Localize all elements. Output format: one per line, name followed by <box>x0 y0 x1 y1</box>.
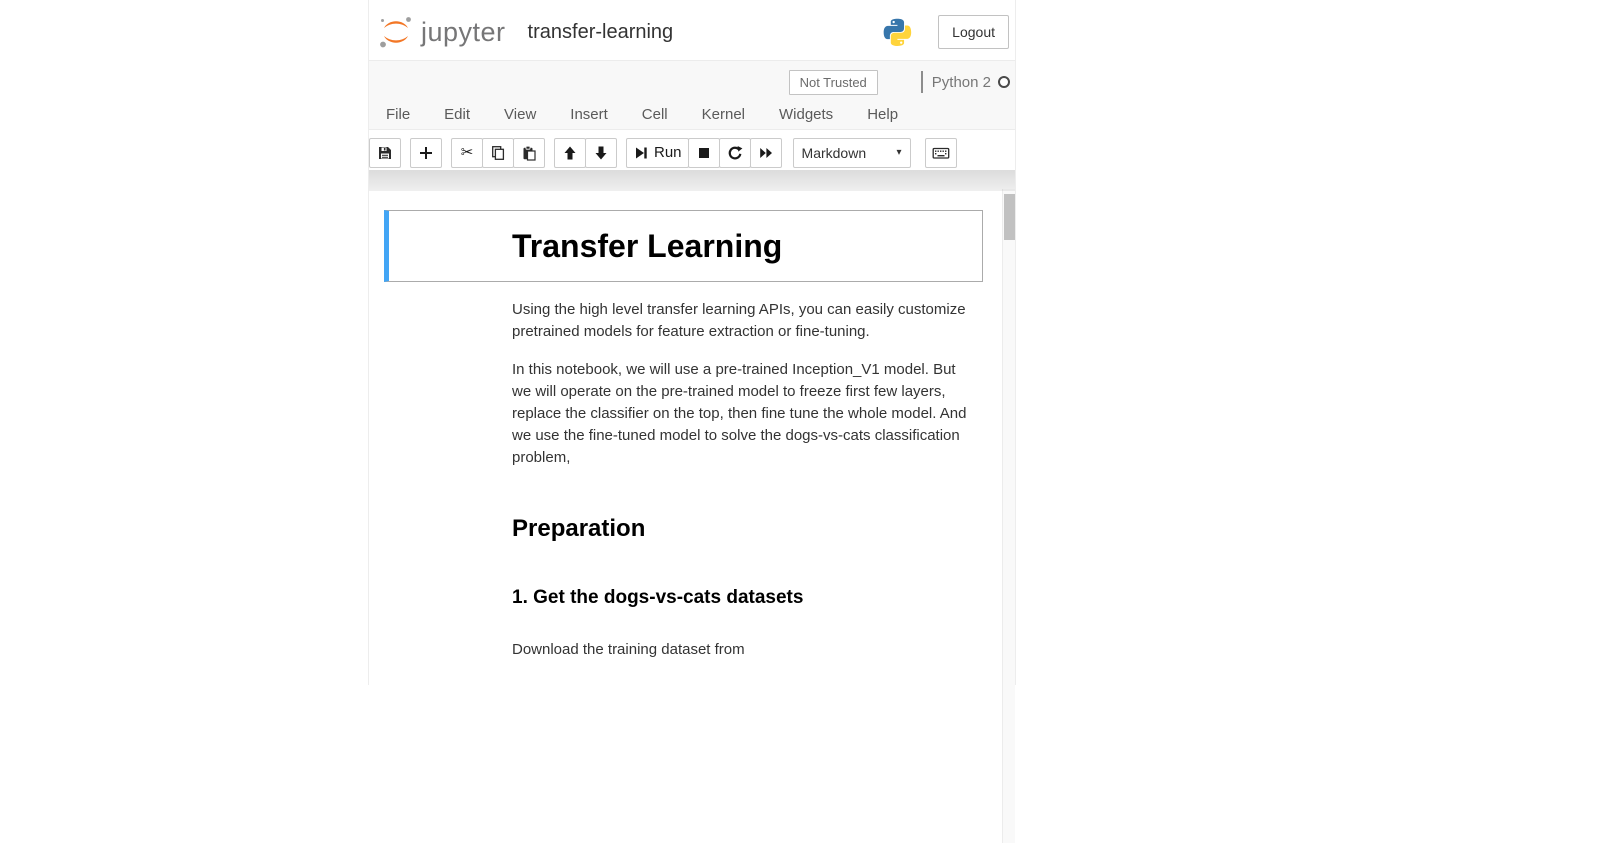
menu-kernel[interactable]: Kernel <box>701 105 745 123</box>
vertical-scrollbar[interactable] <box>1002 189 1015 843</box>
markdown-cell[interactable] <box>369 585 1015 610</box>
menu-view[interactable]: View <box>504 105 537 123</box>
menu-widgets[interactable]: Widgets <box>779 105 834 123</box>
fast-forward-icon <box>758 145 774 161</box>
cell-type-value: Markdown <box>801 144 867 161</box>
scrollbar-thumb[interactable] <box>1004 194 1015 240</box>
section-heading: Preparation <box>512 515 646 542</box>
markdown-cell[interactable] <box>369 299 1015 469</box>
menu-cell[interactable]: Cell <box>641 105 668 123</box>
menu-file[interactable]: File <box>386 105 411 123</box>
kernel-name: Python 2 <box>931 73 991 91</box>
subsection-heading: 1. Get the dogs-vs-cats datasets <box>512 587 804 608</box>
cell-type-dropdown[interactable] <box>793 138 911 168</box>
refresh-icon <box>727 145 743 161</box>
toolbar <box>369 130 1015 170</box>
jupyter-notebook-app <box>368 0 1016 685</box>
menubar <box>369 99 1015 129</box>
restart-kernel-button[interactable] <box>719 138 751 168</box>
kernel-separator <box>921 71 923 93</box>
paragraph: Using the high level transfer learning APIs, you can easily customize pretrained models for feature extraction or fine-tuning. <box>512 301 966 340</box>
copy-cells-button[interactable] <box>482 138 514 168</box>
copy-icon <box>490 145 506 161</box>
step-forward-icon <box>633 145 649 161</box>
command-palette-button[interactable] <box>925 138 957 168</box>
kernel-indicator-row <box>369 67 1015 97</box>
clipboard-icon <box>521 145 537 161</box>
stop-icon <box>696 145 712 161</box>
header <box>369 0 1015 60</box>
insert-cell-below-button[interactable] <box>410 138 442 168</box>
arrow-up-icon <box>562 145 578 161</box>
jupyter-logo-icon <box>375 11 417 53</box>
paste-cells-button[interactable] <box>513 138 545 168</box>
save-notebook-button[interactable] <box>369 138 401 168</box>
keyboard-icon <box>932 145 950 161</box>
menu-edit[interactable]: Edit <box>444 105 471 123</box>
arrow-down-icon <box>593 145 609 161</box>
menu-help[interactable]: Help <box>867 105 899 123</box>
markdown-cell[interactable] <box>369 639 1015 661</box>
paragraph: In this notebook, we will use a pre-trained Inception_V1 model. But we will operate on the pre-trained model to freeze first few layers, replace the classifier on the top, then fine tune the whole model. And we use the fine-tuned model to solve the dogs-vs-cats classification problem, <box>512 361 967 466</box>
kernel-idle-circle-icon <box>998 76 1010 88</box>
notebook-container <box>369 210 1015 663</box>
chevron-down-icon: ▾ <box>896 147 902 158</box>
logout-button[interactable]: Logout <box>938 15 1009 49</box>
move-cell-down-button[interactable] <box>585 138 617 168</box>
restart-run-all-button[interactable] <box>750 138 782 168</box>
menu-insert[interactable]: Insert <box>570 105 608 123</box>
menubar-container <box>369 60 1015 130</box>
jupyter-logo[interactable] <box>375 11 506 53</box>
run-cell-button[interactable] <box>626 138 689 168</box>
notebook-title[interactable]: transfer-learning <box>527 20 674 43</box>
interrupt-kernel-button[interactable] <box>688 138 720 168</box>
selected-markdown-cell[interactable] <box>384 210 983 282</box>
python-icon <box>881 16 914 49</box>
move-cell-up-button[interactable] <box>554 138 586 168</box>
plus-icon <box>418 145 434 161</box>
cut-cells-button[interactable] <box>451 138 483 168</box>
scissors-icon: ✂ <box>460 144 474 161</box>
trust-status-badge[interactable]: Not Trusted <box>789 70 878 95</box>
floppy-icon <box>377 145 393 161</box>
markdown-cell[interactable] <box>369 514 1015 544</box>
paragraph: Download the training dataset from <box>512 641 745 658</box>
run-button-label: Run <box>654 144 682 161</box>
header-shadow <box>369 170 1015 191</box>
jupyter-logo-text: jupyter <box>421 16 506 47</box>
notebook-h1: Transfer Learning <box>512 228 783 264</box>
